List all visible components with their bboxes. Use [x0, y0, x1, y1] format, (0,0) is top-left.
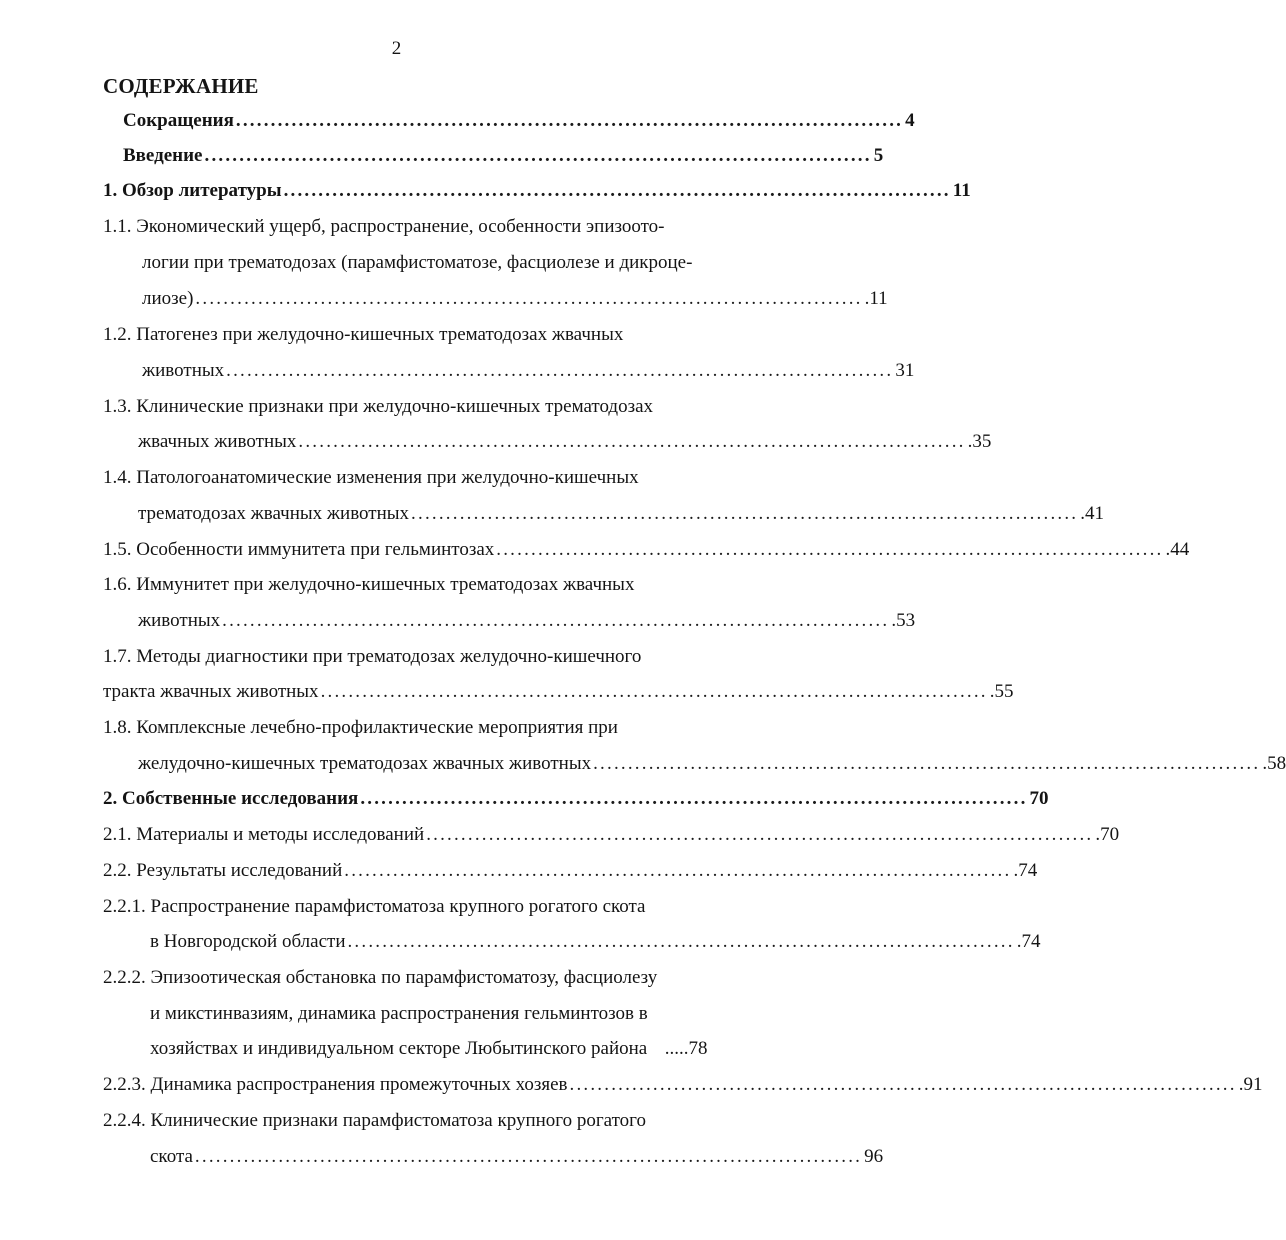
leader-dots: ................................................................................................: [426, 824, 1094, 845]
toc-page-number: .74: [1013, 860, 1038, 881]
toc-page-number: .41: [1080, 503, 1104, 524]
toc-entry-1-8-line1[interactable]: 1.8. Комплексные лечебно-профилактические мероприятия при: [103, 717, 618, 738]
toc-entry-title: Сокращения: [123, 110, 234, 131]
toc-entry-2-2-2-line3[interactable]: [150, 1035, 728, 1063]
page-number: 2: [391, 38, 402, 59]
leader-dots: ................................................................................................: [298, 431, 966, 452]
toc-entry-title: 1. Обзор литературы: [103, 180, 282, 201]
toc-entry-2-2-1-line2[interactable]: [150, 928, 1041, 956]
toc-entry-1-2-line1[interactable]: 1.2. Патогенез при желудочно-кишечных трематодозах жвачных: [103, 324, 624, 345]
leader-dots: ................................................................................................: [204, 145, 872, 166]
toc-entry-1-8-line2[interactable]: [138, 750, 1286, 778]
toc-entry-title: жвачных животных: [138, 431, 297, 452]
toc-page-number: 96: [864, 1146, 884, 1167]
leader-dots: ................................................................................................: [569, 1074, 1237, 1095]
toc-entry-title: 2.1. Материалы и методы исследований: [103, 824, 425, 845]
toc-entry-2-2-4-line2[interactable]: [150, 1143, 884, 1171]
toc-entry-1-7-line1[interactable]: 1.7. Методы диагностики при трематодозах желудочно-кишечного: [103, 646, 642, 667]
toc-page-number: .44: [1165, 539, 1190, 560]
toc-page-number: .53: [891, 610, 916, 631]
toc-page-number: 70: [1029, 788, 1049, 809]
toc-entry-title: 2.2. Результаты исследований: [103, 860, 343, 881]
toc-page-number: .70: [1095, 824, 1120, 845]
leader-dots: ................................................................................................: [222, 610, 890, 631]
toc-page-number: .74: [1016, 931, 1041, 952]
toc-entry-2-2-2-line2: и микстинвазиям, динамика распространения гельминтозов в: [150, 1003, 648, 1024]
toc-page-number: 31: [895, 360, 915, 381]
toc-page-number: .11: [864, 288, 888, 309]
leader-dots: ................................................................................................: [496, 539, 1164, 560]
toc-entry-2-1[interactable]: [103, 821, 1120, 849]
toc-entry-1-1-line3[interactable]: [142, 285, 888, 313]
leader-dots: ................................................................................................: [320, 681, 988, 702]
leader-dots: ................................................................................................: [195, 288, 863, 309]
toc-entry-title: 1.5. Особенности иммунитета при гельминтозах: [103, 539, 495, 560]
toc-entry-1-4-line1[interactable]: 1.4. Патологоанатомические изменения при желудочно-кишечных: [103, 467, 639, 488]
toc-entry-title: скота: [150, 1146, 193, 1167]
toc-entry-title: тракта жвачных животных: [103, 681, 319, 702]
toc-entry-title: в Новгородской области: [150, 931, 346, 952]
toc-entry-1-1-line2: логии при трематодозах (парамфистоматозе, фасциолезе и дикроце-: [142, 252, 693, 273]
toc-entry-1-6-line1[interactable]: 1.6. Иммунитет при желудочно-кишечных трематодозах жвачных: [103, 574, 635, 595]
toc-page-number: .58: [1262, 753, 1286, 774]
toc-page-number: .91: [1238, 1074, 1263, 1095]
toc-entry-1-3-line1[interactable]: 1.3. Клинические признаки при желудочно-кишечных трематодозах: [103, 396, 654, 417]
leader-dots: ................................................................................................: [360, 788, 1028, 809]
toc-entry-2-2-2-line1[interactable]: 2.2.2. Эпизоотическая обстановка по парамфистоматозу, фасциолезу: [103, 967, 658, 988]
toc-page-number: .55: [989, 681, 1014, 702]
leader-dots: ................................................................................................: [235, 110, 904, 131]
toc-entry-title: Введение: [123, 145, 203, 166]
toc-entry-title: животных: [142, 360, 225, 381]
toc-page-number: 4: [905, 110, 915, 131]
toc-entry-title: хозяйствах и индивидуальном секторе Любытинского района: [150, 1038, 648, 1059]
toc-entry-abbreviations[interactable]: [123, 107, 915, 135]
toc-page-number: 11: [952, 180, 971, 201]
toc-entry-title: 2. Собственные исследования: [103, 788, 359, 809]
toc-entry-1-2-line2[interactable]: [142, 357, 915, 385]
toc-entry-1-4-line2[interactable]: [138, 500, 1104, 528]
toc-entry-1-5[interactable]: [103, 536, 1190, 564]
leader-dots: ................................................................................................: [593, 753, 1261, 774]
leader-dots: ................................................................................................: [411, 503, 1079, 524]
toc-entry-2-2[interactable]: [103, 857, 1038, 885]
toc-entry-1-6-line2[interactable]: [138, 607, 916, 635]
toc-entry-1-3-line2[interactable]: [138, 428, 992, 456]
toc-chapter-1[interactable]: [103, 177, 971, 205]
toc-page-number: 5: [873, 145, 884, 166]
toc-chapter-2[interactable]: [103, 785, 1049, 813]
toc-entry-introduction[interactable]: [123, 142, 884, 170]
leader-dots: ................................................................................................: [344, 860, 1012, 881]
toc-entry-title: трематодозах жвачных животных: [138, 503, 410, 524]
toc-heading: СОДЕРЖАНИЕ: [103, 74, 259, 98]
leader-dots: ................................................................................................: [347, 931, 1015, 952]
leader-dots: ................................................................................................: [194, 1146, 863, 1167]
leader-dots: ................................................................................................: [226, 360, 894, 381]
toc-entry-title: лиозе): [142, 288, 194, 309]
toc-entry-2-2-3[interactable]: [103, 1071, 1263, 1099]
leader-dots: ................................................................................................: [283, 180, 951, 201]
toc-page-number: .35: [967, 431, 992, 452]
toc-entry-1-1-line1[interactable]: 1.1. Экономический ущерб, распространение, особенности эпизоото-: [103, 216, 665, 237]
toc-entry-title: желудочно-кишечных трематодозах жвачных животных: [138, 753, 592, 774]
toc-entry-1-7-line2[interactable]: [103, 678, 1014, 706]
toc-page-number: .....78: [664, 1038, 708, 1059]
toc-entry-title: 2.2.3. Динамика распространения промежуточных хозяев: [103, 1074, 568, 1095]
toc-entry-2-2-4-line1[interactable]: 2.2.4. Клинические признаки парамфистоматоза крупного рогатого: [103, 1110, 646, 1131]
toc-entry-title: животных: [138, 610, 221, 631]
toc-entry-2-2-1-line1[interactable]: 2.2.1. Распространение парамфистоматоза крупного рогатого скота: [103, 896, 646, 917]
